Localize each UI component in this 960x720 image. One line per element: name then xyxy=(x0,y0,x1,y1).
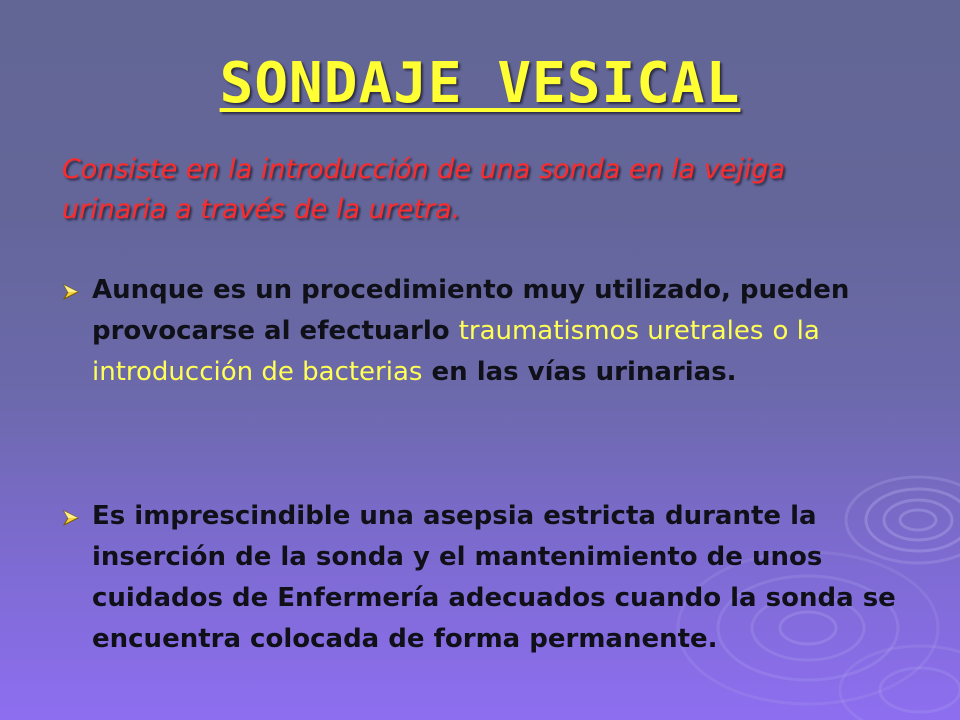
arrowhead-bullet-icon xyxy=(62,270,92,311)
bullet-text-2: Es imprescindible una asepsia estricta durante la inserción de la sonda y el mantenimiento de unos cuidados de Enfermería adecuados cuando la sonda se encuentra colocada de forma permanente. xyxy=(92,501,896,654)
intro-text: Consiste en la introducción de una sonda en la vejiga urinaria a través de la uretra. xyxy=(62,154,786,225)
bullet-1-part-1: Aunque es un procedimiento muy utilizado, pueden provocarse al efectuarlo xyxy=(92,275,850,346)
bullet-1-space xyxy=(763,316,772,346)
highlight-bacterias: o la introducción de bacterias xyxy=(92,316,820,387)
bullet-item-1 xyxy=(62,270,902,393)
slide-title: SONDAJE VESICAL xyxy=(219,51,741,116)
arrowhead-bullet-icon xyxy=(62,496,92,537)
bullet-1-part-3: en las vías urinarias. xyxy=(422,357,737,387)
bullet-item-2 xyxy=(62,496,902,660)
highlight-traumatismos: traumatismos uretrales xyxy=(458,316,764,346)
bullet-text-1 xyxy=(92,270,902,393)
